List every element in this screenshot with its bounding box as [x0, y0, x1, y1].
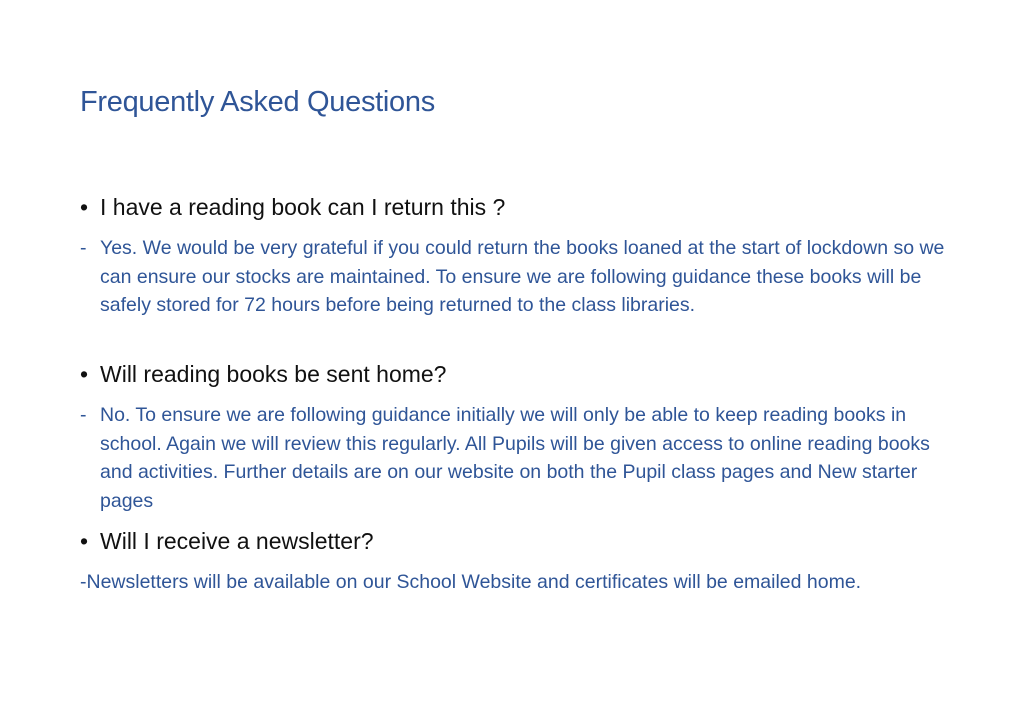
faq-question-2: [80, 361, 446, 388]
dash-marker: -: [80, 237, 87, 259]
faq-question-3: [80, 528, 374, 555]
dash-marker: -: [80, 404, 87, 426]
faq-question-1: [80, 194, 505, 221]
faq-answer-1: [80, 234, 960, 320]
faq-question-1-text: I have a reading book can I return this ?: [100, 194, 506, 220]
bullet-icon: •: [80, 528, 89, 554]
bullet-icon: •: [80, 194, 89, 220]
faq-question-3-text: Will I receive a newsletter?: [100, 528, 374, 554]
bullet-icon: •: [80, 361, 89, 387]
faq-answer-2: [80, 401, 960, 515]
faq-answer-3: -Newsletters will be available on our School Website and certificates will be emailed home.: [80, 571, 862, 593]
page-title: Frequently Asked Questions: [80, 86, 435, 118]
faq-answer-2-text: No. To ensure we are following guidance initially we will only be able to keep reading books in school. Again we will review this regularly. All Pupils will be given access to online reading books and activities. Further details are on our website on both the Pupil class pages and New starter pages: [100, 404, 930, 512]
faq-answer-1-text: Yes. We would be very grateful if you could return the books loaned at the start of lockdown so we can ensure our stocks are maintained. To ensure we are following guidance these books will be safely stored for 72 hours before being returned to the class libraries.: [100, 237, 945, 316]
faq-question-2-text: Will reading books be sent home?: [100, 361, 447, 387]
